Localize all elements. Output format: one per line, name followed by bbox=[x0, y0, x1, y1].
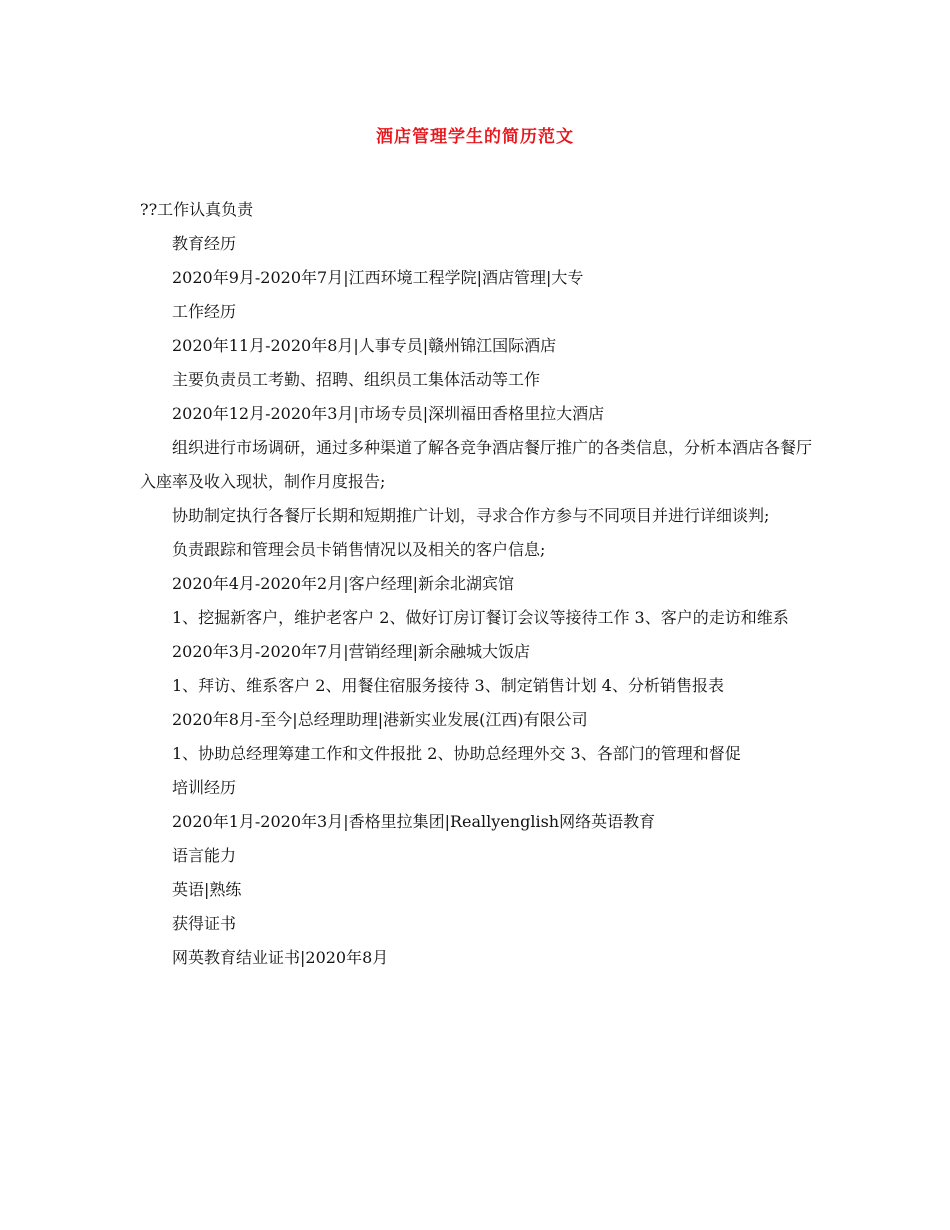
certificate-entry: 网英教育结业证书|2020年8月 bbox=[172, 948, 389, 967]
language-entry: 英语|熟练 bbox=[172, 880, 242, 899]
section-heading-education: 教育经历 bbox=[172, 234, 237, 253]
work-entry-2: 2020年12月-2020年3月|市场专员|深圳福田香格里拉大酒店 bbox=[172, 404, 605, 423]
section-heading-certificates: 获得证书 bbox=[172, 914, 237, 933]
work-entry-2-desc-2: 协助制定执行各餐厅长期和短期推广计划，寻求合作方参与不同项目并进行详细谈判; bbox=[172, 506, 770, 525]
education-entry: 2020年9月-2020年7月|江西环境工程学院|酒店管理|大专 bbox=[172, 268, 584, 287]
work-entry-2-desc-3: 负责跟踪和管理会员卡销售情况以及相关的客户信息; bbox=[172, 540, 546, 559]
work-entry-1: 2020年11月-2020年8月|人事专员|赣州锦江国际酒店 bbox=[172, 336, 557, 355]
section-heading-language: 语言能力 bbox=[172, 846, 237, 865]
intro-line: ??工作认真负责 bbox=[140, 200, 254, 219]
section-heading-work: 工作经历 bbox=[172, 302, 237, 321]
work-entry-3: 2020年4月-2020年2月|客户经理|新余北湖宾馆 bbox=[172, 574, 514, 593]
work-entry-5: 2020年8月-至今|总经理助理|港新实业发展(江西)有限公司 bbox=[172, 710, 588, 729]
document-body bbox=[140, 193, 812, 975]
training-entry: 2020年1月-2020年3月|香格里拉集团|Reallyenglish网络英语教育 bbox=[172, 812, 656, 831]
work-entry-4-desc: 1、拜访、维系客户 2、用餐住宿服务接待 3、制定销售计划 4、分析销售报表 bbox=[172, 676, 724, 695]
work-entry-2-desc-1: 组织进行市场调研，通过多种渠道了解各竞争酒店餐厅推广的各类信息，分析本酒店各餐厅入座率及收入现状，制作月度报告; bbox=[140, 438, 813, 491]
document-title: 酒店管理学生的简历范文 bbox=[376, 127, 574, 147]
section-heading-training: 培训经历 bbox=[172, 778, 237, 797]
work-entry-4: 2020年3月-2020年7月|营销经理|新余融城大饭店 bbox=[172, 642, 530, 661]
work-entry-1-desc: 主要负责员工考勤、招聘、组织员工集体活动等工作 bbox=[172, 370, 541, 389]
work-entry-5-desc: 1、协助总经理筹建工作和文件报批 2、协助总经理外交 3、各部门的管理和督促 bbox=[172, 744, 741, 763]
work-entry-3-desc: 1、挖掘新客户，维护老客户 2、做好订房订餐订会议等接待工作 3、客户的走访和维系 bbox=[172, 608, 789, 627]
